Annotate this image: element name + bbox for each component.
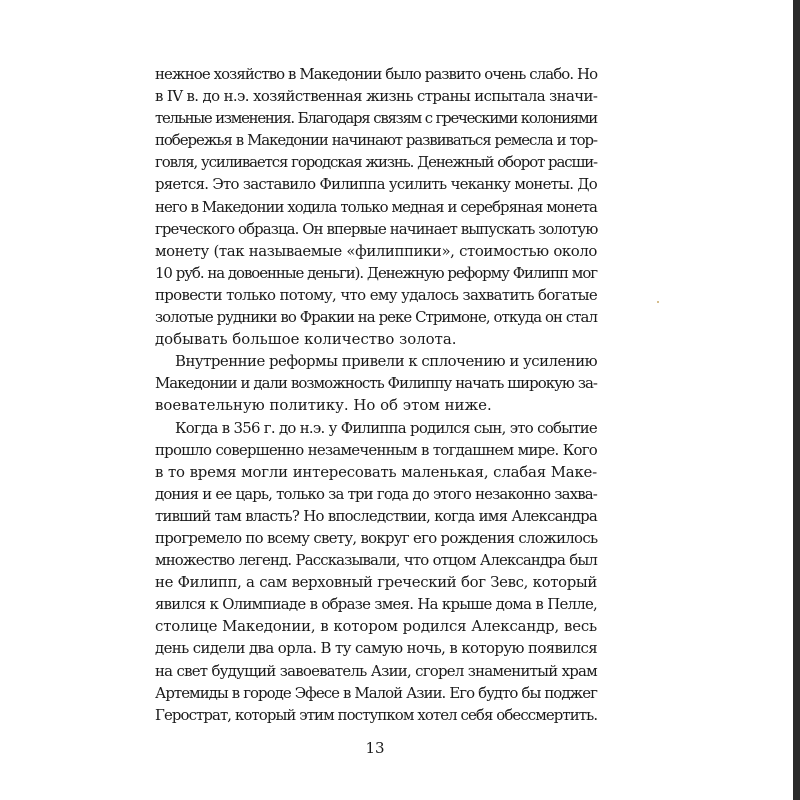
text-line: тивший там власть? Но впоследствии, когда имя Александра <box>155 506 597 525</box>
text-line: говля, усиливается городская жизнь. Денежный оборот расши- <box>155 153 597 172</box>
text-line: прошло совершенно незамеченным в тогдашнем мире. Кого <box>155 440 597 459</box>
text-line: побережья в Македонии начинают развиваться ремесла и тор- <box>155 131 597 150</box>
page-number: 13 <box>365 739 385 757</box>
text-line: него в Македонии ходила только медная и серебряная монета <box>155 197 597 216</box>
text-line: Когда в 356 г. до н.э. у Филиппа родился сын, это событие <box>175 418 597 437</box>
text-line: день сидели два орла. В ту самую ночь, в которую появился <box>155 639 597 658</box>
text-line: множество легенд. Рассказывали, что отцом Александра был <box>155 551 597 570</box>
text-line: явился к Олимпиаде в образе змея. На крыше дома в Пелле, <box>155 595 597 614</box>
body-text <box>155 63 597 726</box>
text-line: золотые рудники во Фракии на реке Стримоне, откуда он стал <box>155 308 597 327</box>
text-line: монету (так называемые «филиппики», стоимостью около <box>155 241 597 260</box>
text-line: греческого образца. Он впервые начинает выпускать золотую <box>155 219 598 238</box>
text-line: на свет будущий завоеватель Азии, сгорел знаменитый храм <box>155 661 597 680</box>
text-line: воевательную политику. Но об этом ниже. <box>155 396 492 415</box>
text-line: добывать большое количество золота. <box>155 330 457 349</box>
text-line: Герострат, который этим поступком хотел себя обессмертить. <box>155 705 598 724</box>
text-line: провести только потому, что ему удалось захватить богатые <box>155 285 597 304</box>
paper-speck <box>657 301 659 303</box>
text-line: в IV в. до н.э. хозяйственная жизнь страны испытала значи- <box>155 87 598 106</box>
paragraph <box>155 63 597 350</box>
paragraph <box>155 350 597 416</box>
text-line: ряется. Это заставило Филиппа усилить чеканку монеты. До <box>155 175 597 194</box>
text-line: не Филипп, а сам верховный греческий бог Зевс, который <box>155 573 597 592</box>
text-line: Внутренние реформы привели к сплочению и усилению <box>175 352 598 371</box>
text-line: нежное хозяйство в Македонии было развито очень слабо. Но <box>155 65 598 83</box>
text-line: в то время могли интересовать маленькая, слабая Маке- <box>155 462 597 481</box>
text-line: столице Македонии, в котором родился Александр, весь <box>155 617 597 636</box>
text-line: тельные изменения. Благодаря связям с греческими колониями <box>155 109 597 128</box>
paragraph <box>155 417 597 726</box>
text-line: прогремело по всему свету, вокруг его рождения сложилось <box>155 528 598 547</box>
text-line: дония и ее царь, только за три года до этого незаконно захва- <box>155 484 597 503</box>
text-line: 10 руб. на довоенные деньги). Денежную реформу Филипп мог <box>155 263 597 282</box>
text-line: Артемиды в городе Эфесе в Малой Азии. Его будто бы поджег <box>155 683 597 702</box>
text-line: Македонии и дали возможность Филиппу начать широкую за- <box>155 374 597 393</box>
page-edge <box>793 0 800 800</box>
